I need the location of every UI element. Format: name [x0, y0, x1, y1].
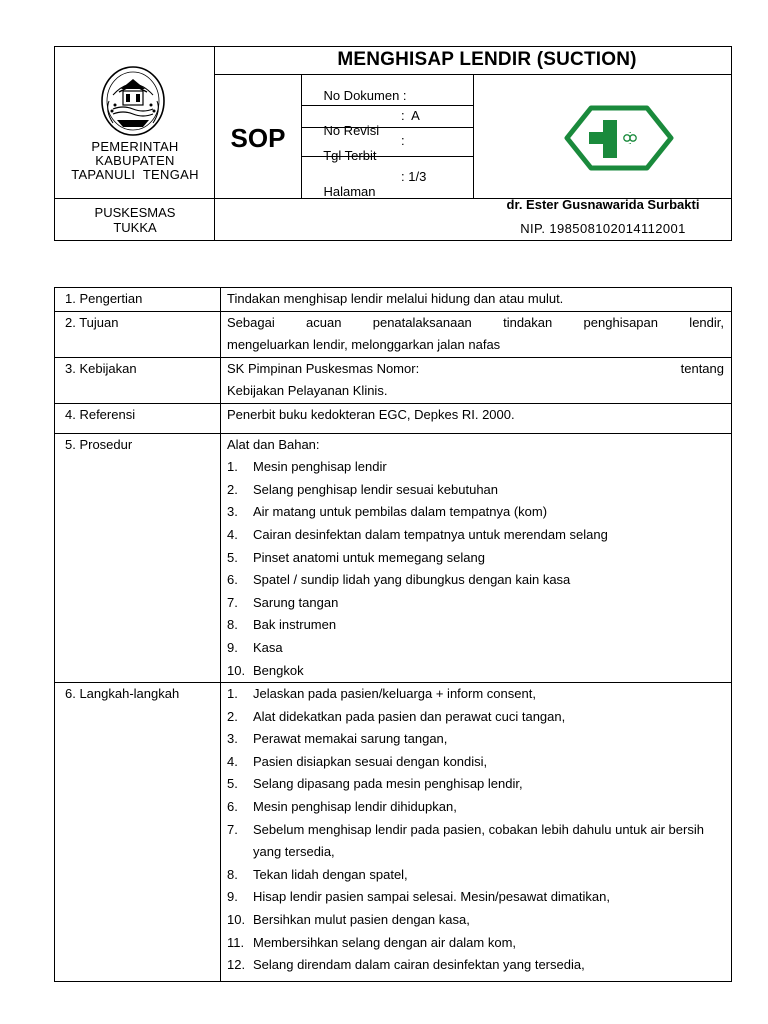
- section-text: Sebagai acuan penatalaksanaan tindakan penghisapan lendir,: [227, 314, 724, 330]
- list-item: [227, 864, 724, 887]
- puskesmas-logo-icon: [563, 104, 675, 172]
- section-line: [227, 358, 724, 381]
- section-content: [221, 683, 732, 982]
- list-item-number: 9.: [227, 889, 238, 905]
- list-item-text: Hisap lendir pasien sampai selesai. Mesin/pesawat dimatikan,: [253, 889, 610, 905]
- table-row: [55, 357, 732, 403]
- divider: [301, 74, 302, 198]
- list-item-text: Kasa: [253, 639, 283, 655]
- sop-content-table: [54, 287, 732, 982]
- list-item: [227, 909, 724, 932]
- gov-line: TAPANULI TENGAH: [71, 167, 199, 182]
- list-item-number: 10.: [227, 662, 246, 678]
- langkah-list: [227, 683, 724, 977]
- section-text: Tindakan menghisap lendir melalui hidung dan atau mulut.: [221, 288, 732, 312]
- list-item: [227, 456, 724, 479]
- list-item-text: Tekan lidah dengan spatel,: [253, 866, 408, 882]
- section-label: 2. Tujuan: [55, 311, 221, 357]
- list-item-number: 5.: [227, 776, 238, 792]
- list-item-text: Jelaskan pada pasien/keluarga + inform consent,: [253, 686, 536, 702]
- list-item-text: Pinset anatomi untuk memegang selang: [253, 549, 485, 565]
- meta-label: Tgl Terbit: [323, 148, 377, 163]
- list-item-text: Selang direndam dalam cairan desinfektan yang tersedia,: [253, 957, 585, 973]
- list-item-number: 7.: [227, 594, 238, 610]
- list-item: [227, 501, 724, 524]
- list-item-text: Alat didekatkan pada pasien dan perawat cuci tangan,: [253, 708, 566, 724]
- meta-value: :: [401, 133, 405, 148]
- section-content: [221, 357, 732, 403]
- list-item-number: 2.: [227, 708, 238, 724]
- section-content: [221, 433, 732, 683]
- list-item-number: 4.: [227, 526, 238, 542]
- section-label: 1. Pengertian: [55, 288, 221, 312]
- meta-label: Halaman: [323, 184, 376, 199]
- list-item-text: Mesin penghisap lendir dihidupkan,: [253, 799, 457, 815]
- list-item-text: Mesin penghisap lendir: [253, 459, 387, 475]
- gov-line: KABUPATEN: [95, 153, 175, 168]
- section-text: SK Pimpinan Puskesmas Nomor:: [227, 360, 420, 376]
- list-item-number: 8.: [227, 866, 238, 882]
- meta-value: : A: [401, 108, 420, 123]
- list-item: [227, 660, 724, 683]
- list-item: [227, 569, 724, 592]
- list-item: [227, 706, 724, 729]
- list-item-text: Pasien disiapkan sesuai dengan kondisi,: [253, 753, 488, 769]
- list-item-number: 11.: [227, 934, 245, 950]
- list-item: [227, 637, 724, 660]
- prosedur-list: [227, 456, 724, 682]
- list-item: [227, 932, 724, 955]
- list-item-number: 8.: [227, 617, 238, 633]
- list-item: [227, 479, 724, 502]
- list-item-number: 1.: [227, 686, 238, 702]
- list-item-number: 1.: [227, 459, 238, 475]
- puskesmas-line: TUKKA: [113, 220, 157, 235]
- document-title: MENGHISAP LENDIR (SUCTION): [337, 49, 637, 70]
- sop-label: SOP: [230, 123, 286, 153]
- list-item: [227, 592, 724, 615]
- list-item-number: 3.: [227, 504, 238, 520]
- list-item-number: 5.: [227, 549, 238, 565]
- section-label: 4. Referensi: [55, 403, 221, 433]
- list-item: [227, 524, 724, 547]
- list-item: [227, 886, 724, 909]
- section-text: Kebijakan Pelayanan Klinis.: [227, 383, 388, 399]
- list-item-number: 3.: [227, 731, 238, 747]
- list-item: [227, 547, 724, 570]
- list-item-number: 7.: [227, 821, 238, 837]
- list-item-number: 10.: [227, 912, 246, 928]
- section-label: 3. Kebijakan: [55, 357, 221, 403]
- list-item: [227, 614, 724, 637]
- signer-name: dr. Ester Gusnawarida Surbakti: [506, 197, 700, 212]
- meta-value: : 1/3: [401, 169, 427, 184]
- list-heading: Alat dan Bahan:: [227, 436, 320, 452]
- divider: [473, 74, 474, 198]
- puskesmas-name: [55, 205, 215, 235]
- table-row: [55, 288, 732, 312]
- government-name: [55, 140, 215, 182]
- section-text: tentang: [680, 360, 724, 376]
- list-item-text: Bengkok: [253, 662, 304, 678]
- list-item: [227, 728, 724, 751]
- list-item-text: Spatel / sundip lidah yang dibungkus dengan kain kasa: [253, 572, 571, 588]
- section-content: [221, 311, 732, 357]
- list-item-text: Selang dipasang pada mesin penghisap lendir,: [253, 776, 523, 792]
- list-item-number: 9.: [227, 639, 238, 655]
- divider: [214, 74, 732, 75]
- meta-label: No Revisi: [323, 123, 380, 138]
- list-item-text: Perawat memakai sarung tangan,: [253, 731, 448, 747]
- list-item: [227, 819, 724, 864]
- list-item-text: Cairan desinfektan dalam tempatnya untuk merendam selang: [253, 526, 608, 542]
- list-item-number: 2.: [227, 481, 238, 497]
- list-item-text: Membersihkan selang dengan air dalam kom,: [253, 934, 517, 950]
- list-item: [227, 683, 724, 706]
- table-row: [55, 683, 732, 982]
- list-item-text: Air matang untuk pembilas dalam tempatnya (kom): [253, 504, 548, 520]
- list-item-number: 12.: [227, 957, 246, 973]
- list-item: [227, 751, 724, 774]
- section-text: Penerbit buku kedokteran EGC, Depkes RI. 2000.: [221, 403, 732, 433]
- sop-header: [54, 46, 732, 241]
- list-item-text: Bersihkan mulut pasien dengan kasa,: [253, 912, 470, 928]
- list-item: [227, 773, 724, 796]
- list-item-number: 6.: [227, 799, 238, 815]
- signer-nip: NIP. 198508102014112001: [520, 221, 686, 236]
- table-row: [55, 433, 732, 683]
- list-item-text: Sarung tangan: [253, 594, 339, 610]
- list-item-text: Selang penghisap lendir sesuai kebutuhan: [253, 481, 499, 497]
- gov-line: PEMERINTAH: [91, 139, 179, 154]
- puskesmas-line: PUSKESMAS: [94, 205, 176, 220]
- section-label: 5. Prosedur: [55, 433, 221, 683]
- list-item: [227, 796, 724, 819]
- regency-crest-icon: [99, 65, 167, 137]
- section-text: mengeluarkan lendir, melonggarkan jalan nafas: [227, 337, 501, 353]
- list-item-text: Sebelum menghisap lendir pada pasien, cobakan lebih dahulu untuk air bersih yang tersedia,: [253, 821, 704, 860]
- list-item: [227, 954, 724, 977]
- list-item-text: Bak instrumen: [253, 617, 337, 633]
- meta-label: No Dokumen :: [323, 88, 407, 103]
- table-row: [55, 403, 732, 433]
- meta-halaman: [309, 169, 427, 229]
- list-item-number: 6.: [227, 572, 238, 588]
- list-item-number: 4.: [227, 753, 238, 769]
- section-label: 6. Langkah-langkah: [55, 683, 221, 982]
- table-row: [55, 311, 732, 357]
